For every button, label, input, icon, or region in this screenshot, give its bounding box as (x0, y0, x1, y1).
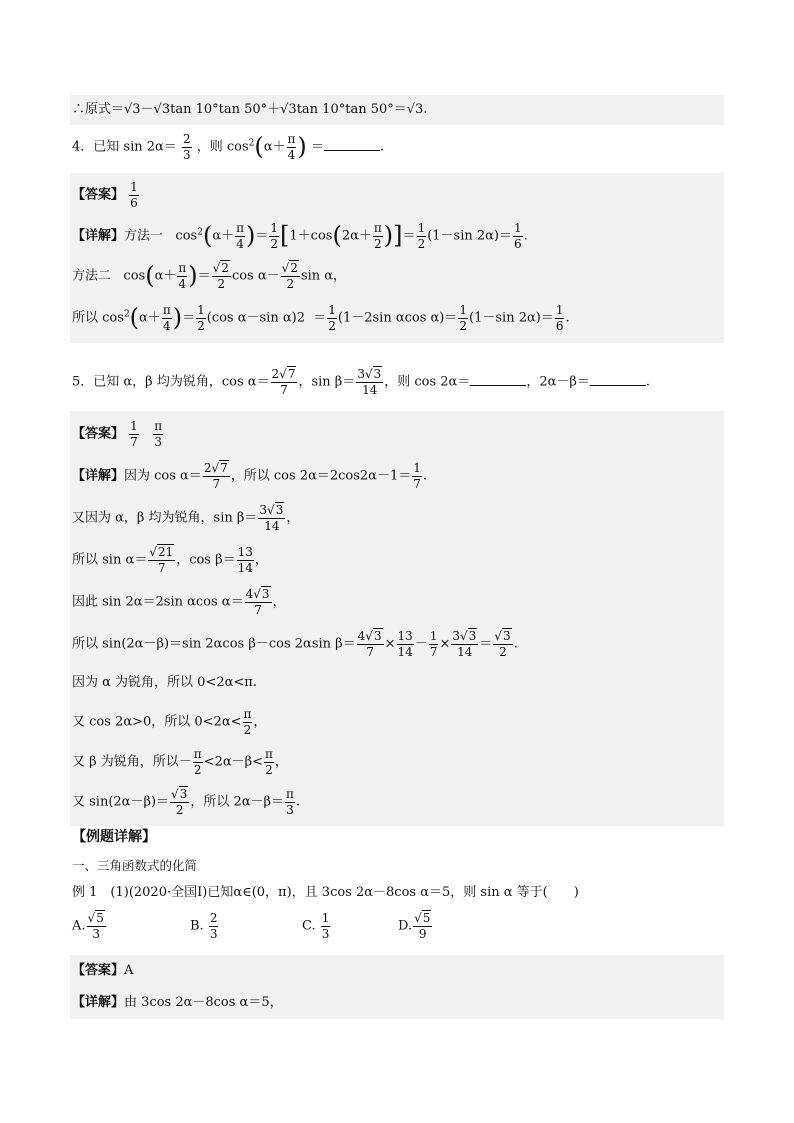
q5-sin: ，sin β＝ (298, 374, 356, 390)
result-text: ∴原式＝√3－√3tan 10°tan 50°＋√3tan 10°tan 50°＝√3. (72, 102, 428, 117)
section-title: 一、三角函数式的化简 (72, 858, 198, 873)
method1-label: 方法一 (124, 228, 164, 244)
d5-a: 所以 sin(2α－β)＝sin 2αcos β－cos 2αsin β＝ (72, 636, 356, 652)
question-5: 5．已知 α，β 均为锐角，cos α＝ $\frac{2√7}{7}$ ，sin β＝ $\frac{3√3}{14}$ ，则 cos 2α＝ ，2α－β＝ . (72, 367, 651, 397)
q4-end: ＝ (310, 139, 324, 155)
q5-tail: ，2α－β＝ (526, 374, 590, 390)
detail-5-line4: 因此 sin 2α＝2sin αcos α＝ $\frac{4√3}{7}$ ， (72, 587, 286, 617)
option-b[interactable]: B. $\frac{2}{3}$ (190, 911, 218, 941)
d2-a: 又因为 α，β 均为锐角，sin β＝ (72, 510, 258, 526)
example-1: 例 1 (1)(2020·全国Ⅰ)已知α∈(0，π)，且 3cos 2α－8cos α＝5，则 sin α 等于( ) (72, 885, 579, 900)
answer-blank-2[interactable] (590, 373, 646, 386)
detail-5-line2: 又因为 α，β 均为锐角，sin β＝ $\frac{3√3}{14}$ ， (72, 503, 300, 533)
d8-a: 又 β 为锐角，所以－ (72, 754, 192, 770)
detail-text: 由 3cos 2α－8cos α＝5， (124, 995, 283, 1010)
option-c[interactable]: C. $\frac{1}{3}$ (302, 911, 330, 941)
answer-5 (72, 420, 164, 448)
question-4: 4．已知 sin 2α＝ $\frac{2}{3}$ ，则 $\cos^2(\alpha+$ $\frac{\pi}{4}$ ) ＝ . (72, 132, 385, 162)
detail-4-method2: 方法二 cos(α＋ $\frac{\pi}{4}$ )＝ $\frac{√2}{2}$ cos α－ $\frac{√2}{2}$ sin α， (72, 261, 347, 291)
example-1-answer (72, 964, 133, 977)
answer-label: 【答案】 (72, 963, 125, 978)
detail-5-line3: 所以 sin α＝ $\frac{√21}{7}$ ，cos β＝ $\frac{13}{14}$ ， (72, 545, 268, 575)
d9-b: ，所以 2α－β＝ (190, 794, 285, 810)
detail-5-line6 (72, 676, 257, 689)
detail-5-line5: 所以 sin(2α－β)＝sin 2αcos β－cos 2αsin β＝ $\frac{4√3}{7}$ × $\frac{13}{14}$ － $\frac{1}{7}$ × $\frac{3√3}{14}$ ＝ $\frac{√3}{2}$ . (72, 629, 518, 659)
d8-b: <2α－β< (203, 754, 264, 770)
q5-mid: ，则 cos 2α＝ (384, 374, 471, 390)
frac-1-7: $\frac{1}{7}$ (130, 419, 138, 449)
d7-a: 又 cos 2α>0，所以 0<2α< (72, 714, 242, 730)
d1-a: 因为 cos α＝ (124, 468, 202, 484)
option-a[interactable]: A. $\frac{√5}{3}$ (72, 911, 104, 941)
answer-4 (72, 181, 140, 209)
detail-5-line9: 又 sin(2α－β)＝ $\frac{√3}{2}$ ，所以 2α－β＝ $\frac{\pi}{3}$ . (72, 787, 301, 817)
answer-blank[interactable] (324, 138, 380, 151)
detail-label: 【详解】 (72, 228, 125, 244)
frac-1-6: $\frac{1}{6}$ (130, 180, 138, 210)
d9-a: 又 sin(2α－β)＝ (72, 794, 170, 810)
options-row (72, 912, 458, 940)
frac-2-3: $\frac{2}{3}$ (182, 132, 191, 162)
answer-value: A (124, 963, 134, 978)
answer-label: 【答案】 (72, 426, 125, 442)
example-heading: 【例题详解】 (72, 829, 156, 845)
detail-4-method1: 【详解】方法一 $\cos^2(\alpha+$ $\frac{\pi}{4}$ )＝ $\frac{1}{2}$ [1＋cos(2α＋ $\frac{\pi}{2}$ )]＝ $\frac{1}{2}$ (1－sin 2α)＝ $\frac{1}{6}$ . (72, 221, 528, 251)
answer-label: 【答案】 (72, 187, 125, 203)
detail-label: 【详解】 (72, 995, 125, 1010)
frac-pi-3: $\frac{\pi}{3}$ (154, 419, 163, 449)
d4-a: 因此 sin 2α＝2sin αcos α＝ (72, 594, 244, 610)
d1-b: ，所以 cos 2α＝2cos2α－1＝ (230, 468, 412, 484)
detail-4-conclusion: 所以 $\cos^2(\alpha+$ $\frac{\pi}{4}$ )＝ $\frac{1}{2}$ (cos α－sin α)2 ＝ $\frac{1}{2}$ (1－2sin αcos α)＝ $\frac{1}{2}$ (1－sin 2α)＝ $\frac{1}{6}$ . (72, 303, 570, 333)
so-label: 所以 (72, 310, 99, 326)
method2-label: 方法二 (72, 268, 112, 284)
q4-prefix: 4．已知 sin 2α＝ (72, 139, 177, 155)
answer-blank-1[interactable] (470, 373, 526, 386)
d3-a: 所以 sin α＝ (72, 552, 148, 568)
result-line (72, 103, 427, 116)
d3-b: ，cos β＝ (176, 552, 236, 568)
q4-mid: ，则 cos (196, 139, 249, 155)
d6: 因为 α 为锐角，所以 0<2α<π. (72, 675, 257, 690)
detail-5-line7: 又 cos 2α>0，所以 0<2α< $\frac{\pi}{2}$ ， (72, 707, 267, 737)
option-d[interactable]: D. $\frac{√5}{9}$ (398, 911, 431, 941)
detail-5-line8: 又 β 为锐角，所以－ $\frac{\pi}{2}$ <2α－β< $\frac{\pi}{2}$ ， (72, 747, 288, 777)
detail-5-line1: 【详解】因为 cos α＝ $\frac{2√7}{7}$ ，所以 cos 2α＝2cos2α－1＝ $\frac{1}{7}$ . (72, 461, 428, 491)
example-1-detail (72, 996, 283, 1009)
q5-prefix: 5．已知 α，β 均为锐角，cos α＝ (72, 374, 270, 390)
detail-label: 【详解】 (72, 468, 125, 484)
